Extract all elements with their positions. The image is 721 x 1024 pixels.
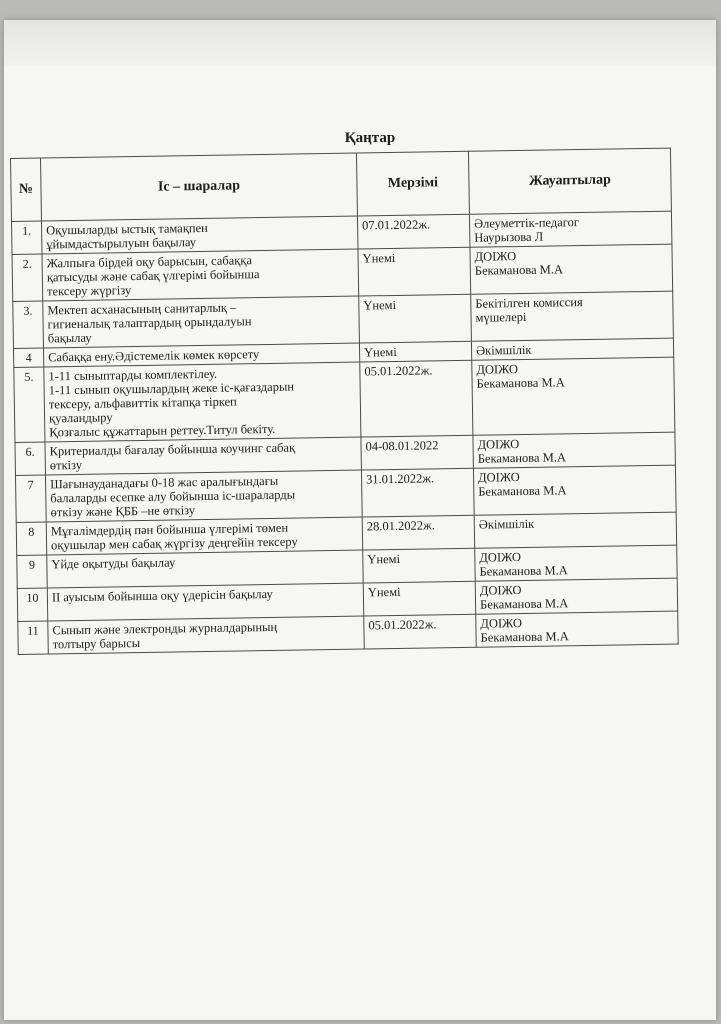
row-responsible: ДОІЖО Бекаманова М.А <box>470 244 673 294</box>
row-activity: Мектеп асханасының санитарлық – гигиеналық талаптардың орындалуын бақылау <box>43 296 360 348</box>
row-deadline: 05.01.2022ж. <box>364 614 477 649</box>
row-responsible: ДОІЖО Бекаманова М.А <box>475 545 677 581</box>
row-responsible: ДОІЖО Бекаманова М.А <box>475 578 677 614</box>
row-deadline: 04-08.01.2022 <box>361 435 474 470</box>
header-number: № <box>11 158 42 221</box>
header-responsible: Жауаптылар <box>468 148 671 214</box>
row-number: 10 <box>17 588 48 621</box>
row-deadline: Үнемі <box>359 341 471 362</box>
row-activity: Оқушыларды ыстық тамақпен ұйымдастырылуын бақылау <box>41 216 357 254</box>
row-activity: Жалпыға бірдей оқу барысын, сабаққа қатысуды және сабақ үлгерімі бойынша тексеру жүргізу <box>42 249 359 301</box>
row-number: 8 <box>16 522 47 555</box>
row-deadline: 07.01.2022ж. <box>357 214 470 249</box>
row-activity: ІІ ауысым бойынша оқу үдерісін бақылау <box>47 583 363 621</box>
row-activity: Критериалды бағалау бойынша коучинг сабақ өткізу <box>45 437 361 475</box>
scan-shadow <box>4 20 716 66</box>
row-number: 1. <box>11 221 42 254</box>
document-page <box>4 20 716 1020</box>
row-activity: Сабаққа ену.Әдістемелік көмек көрсету <box>43 343 359 367</box>
row-deadline: Үнемі <box>363 581 476 616</box>
page-title: Қаңтар <box>344 130 396 146</box>
row-deadline: Үнемі <box>359 294 472 343</box>
row-responsible: Әкімшілік <box>471 338 673 360</box>
row-number: 6. <box>15 442 46 475</box>
row-activity: Шағынауданадағы 0-18 жас аралығындағы балаларды есепке алу бойынша іс-шараларды өткізу және ҚББ –не өткізу <box>45 470 362 522</box>
row-number: 3. <box>13 301 44 348</box>
row-activity: Мұғалімдердің пән бойынша үлгерімі төмен оқушылар мен сабақ жүргізу деңгейін тексеру <box>46 517 362 555</box>
row-number: 5. <box>14 367 45 442</box>
row-deadline: 05.01.2022ж. <box>360 360 473 437</box>
table-body <box>11 211 678 654</box>
table-header-row <box>11 148 672 221</box>
row-responsible: Әкімшілік <box>474 512 676 548</box>
row-deadline: 28.01.2022ж. <box>362 515 475 550</box>
row-deadline: Үнемі <box>358 247 471 296</box>
table-row <box>14 357 675 442</box>
row-activity: Сынып және электронды журналдарының толтыру барысы <box>48 616 364 654</box>
row-responsible: ДОІЖО Бекаманова М.А <box>476 611 678 647</box>
row-responsible: Әлеуметтік-педагог Наурызова Л <box>469 211 671 247</box>
row-number: 7 <box>15 475 46 522</box>
row-number: 2. <box>12 254 43 301</box>
row-activity: 1-11 сыныптарды комплектілеу. 1-11 сынып оқушылардың жеке іс-қағаздарын тексеру, альфавиттік кітапқа тіркеп қуәландыру Қозғалыс құжаттарын реттеу.Титул бекіту. <box>44 362 361 442</box>
row-number: 9 <box>17 555 48 588</box>
row-responsible: Бекітілген комиссия мүшелері <box>471 291 674 341</box>
row-deadline: 31.01.2022ж. <box>361 468 474 517</box>
row-responsible: ДОІЖО Бекаманова М.А <box>473 465 676 515</box>
row-number: 11 <box>18 621 49 654</box>
row-responsible: ДОІЖО Бекаманова М.А <box>473 432 675 468</box>
row-number: 4 <box>13 348 43 367</box>
header-activities: Іс – шаралар <box>41 153 358 221</box>
schedule-table <box>10 148 679 655</box>
schedule-table-wrap <box>10 148 678 655</box>
row-activity: Үйде оқытуды бақылау <box>47 550 363 588</box>
header-deadline: Мерзімі <box>356 151 469 216</box>
row-deadline: Үнемі <box>363 548 476 583</box>
row-responsible: ДОІЖО Бекаманова М.А <box>472 357 675 435</box>
